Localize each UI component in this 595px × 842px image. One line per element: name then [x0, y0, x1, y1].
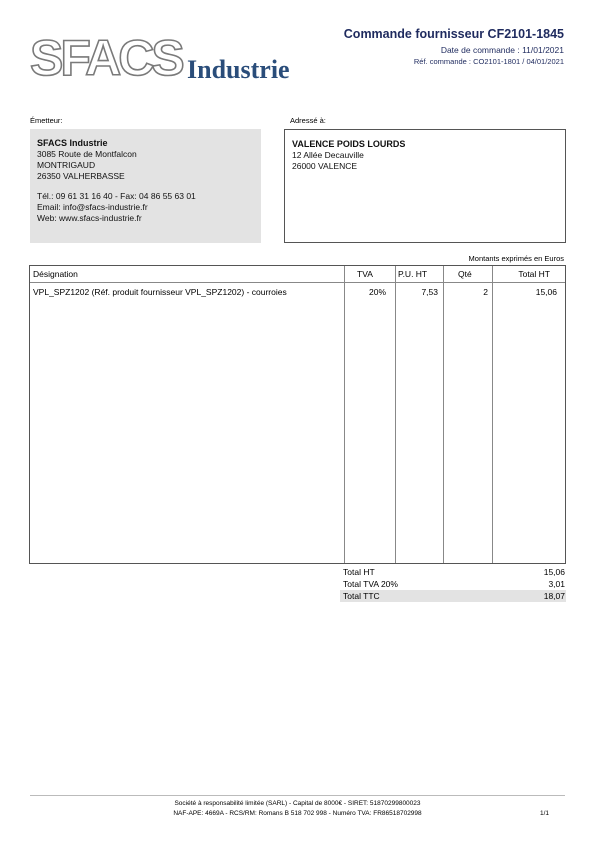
recipient-block: [284, 129, 566, 243]
total-tva-row: [340, 578, 566, 590]
order-date: Date de commande : 11/01/2021: [440, 45, 564, 55]
recipient-name: VALENCE POIDS LOURDS: [292, 139, 406, 149]
sender-email: Email: info@sfacs-industrie.fr: [37, 202, 148, 212]
page-number: 1/1: [539, 810, 549, 817]
recipient-address-line: 26000 VALENCE: [292, 161, 358, 171]
items-table: [29, 265, 566, 564]
header-designation: Désignation: [33, 269, 78, 279]
sender-phone-fax: Tél.: 09 61 31 16 40 - Fax: 04 86 55 63 01: [37, 191, 196, 201]
header-total-ht: Total HT: [518, 269, 550, 279]
column-divider: [492, 266, 493, 563]
header-qty: Qté: [458, 269, 472, 279]
header-tva: TVA: [357, 269, 373, 279]
row-total-ht: 15,06: [535, 287, 557, 297]
footer-legal-line-2: NAF-APE: 4669A - RCS/RM: Romans B 518 702 998 - Numéro TVA: FR86518702998: [173, 810, 422, 817]
header-pu-ht: P.U. HT: [398, 269, 428, 279]
totals-block: [340, 566, 566, 602]
total-tva-value: 3,01: [548, 579, 565, 589]
total-ht-row: [340, 566, 566, 578]
sender-label: Émetteur:: [30, 116, 63, 125]
total-ttc-value: 18,07: [543, 591, 565, 601]
column-divider: [344, 266, 345, 563]
total-ttc-label: Total TTC: [343, 591, 380, 601]
total-ttc-row: [340, 590, 566, 602]
total-ht-value: 15,06: [543, 567, 565, 577]
row-designation: VPL_SPZ1202 (Réf. produit fournisseur VPL_SPZ1202) - courroies: [33, 287, 287, 297]
sender-name: SFACS Industrie: [37, 138, 108, 148]
footer-divider: [30, 795, 565, 796]
logo-main-text: SFACS: [30, 30, 182, 86]
order-reference: Réf. commande : CO2101-1801 / 04/01/2021: [413, 57, 564, 66]
sender-address-line: MONTRIGAUD: [37, 160, 96, 170]
logo-sub-text: Industrie: [187, 55, 290, 84]
row-pu-ht: 7,53: [421, 287, 438, 297]
sender-website: Web: www.sfacs-industrie.fr: [37, 213, 142, 223]
recipient-label: Adressé à:: [290, 116, 326, 125]
row-qty: 2: [483, 287, 488, 297]
currency-note: Montants exprimés en Euros: [468, 254, 564, 263]
document-title: Commande fournisseur CF2101-1845: [343, 27, 564, 41]
total-tva-label: Total TVA 20%: [343, 579, 398, 589]
recipient-address-line: 12 Allée Decauville: [292, 150, 364, 160]
footer-legal-line-1: Société à responsabilité limitée (SARL) - Capital de 8000€ - SIRET: 51870299800023: [174, 800, 421, 807]
sender-address-line: 26350 VALHERBASSE: [37, 171, 125, 181]
column-divider: [443, 266, 444, 563]
column-divider: [395, 266, 396, 563]
company-logo: [30, 30, 315, 86]
total-ht-label: Total HT: [343, 567, 375, 577]
sender-address-line: 3085 Route de Montfalcon: [37, 149, 137, 159]
header-divider: [30, 282, 565, 283]
sender-block: [30, 129, 261, 243]
row-tva: 20%: [368, 287, 386, 297]
